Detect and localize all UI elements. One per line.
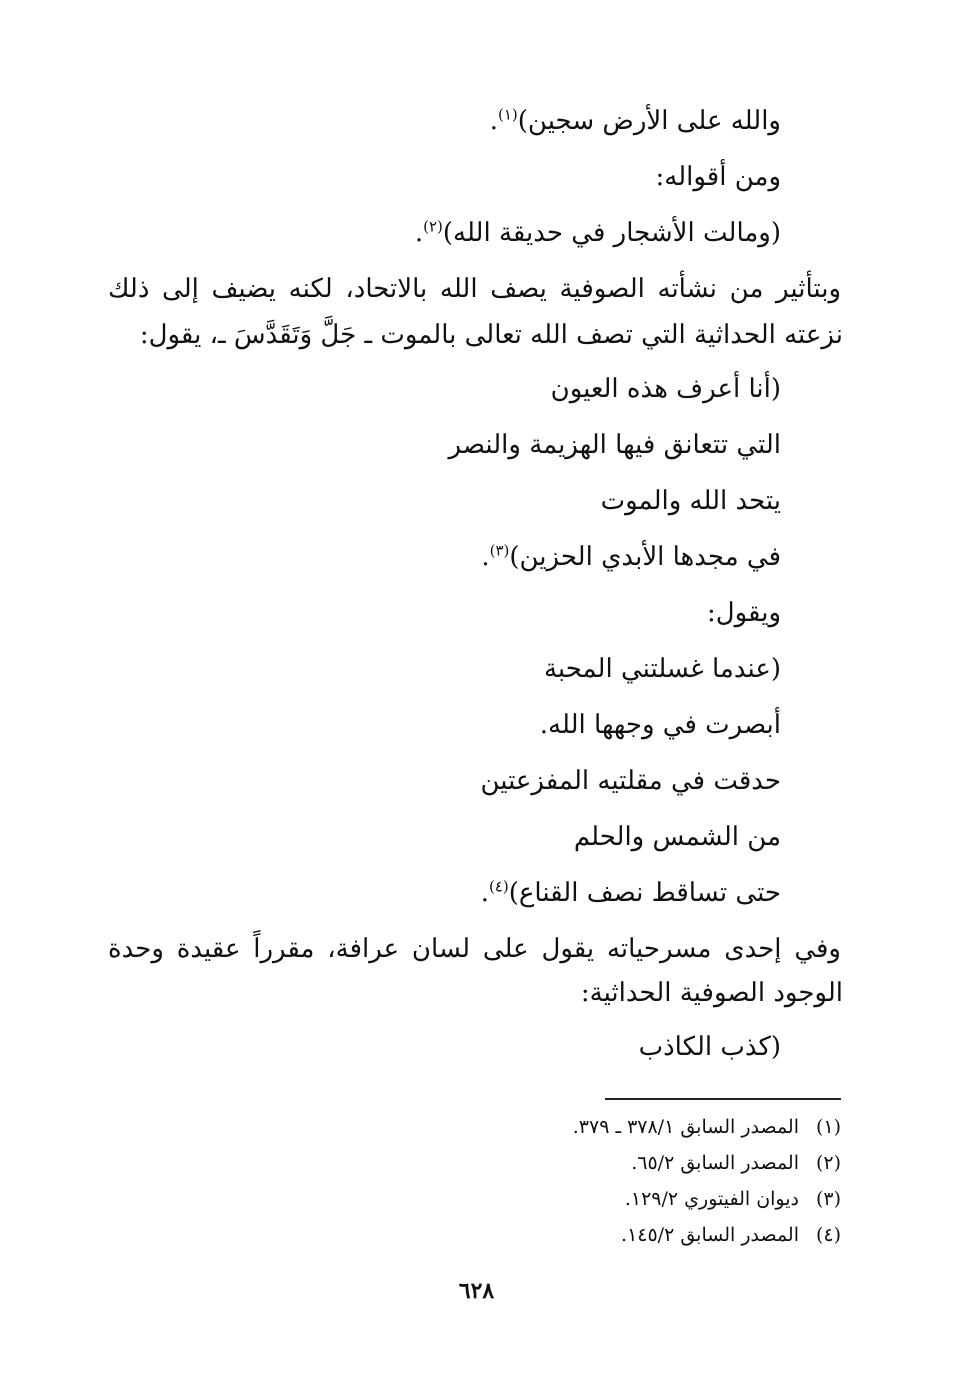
body-line-6-text: (أنا أعرف هذه العيون [550, 374, 781, 404]
body-line-9 [481, 540, 781, 574]
footnote-4 [621, 1222, 841, 1248]
body-line-5 [140, 318, 843, 352]
footnote-3 [625, 1186, 841, 1212]
body-line-1-text: والله على الأرض سجين) [517, 106, 781, 136]
footnote-ref-3[interactable]: (٣) [489, 541, 510, 560]
body-line-15 [481, 876, 781, 910]
body-line-7 [449, 428, 782, 462]
footnote-2-text: المصدر السابق ٦٥/٢. [631, 1152, 799, 1174]
body-line-18 [639, 1030, 781, 1064]
body-line-18-text: (كذب الكاذب [638, 1032, 781, 1062]
body-line-6 [551, 372, 781, 406]
footnote-ref-4[interactable]: (٤) [488, 877, 509, 896]
footnote-ref-1[interactable]: (١) [497, 105, 518, 124]
body-line-13 [480, 764, 781, 798]
body-line-12 [540, 708, 781, 742]
body-line-17-text: الوجود الصوفية الحداثية: [580, 978, 843, 1008]
page-number: ٦٢٨ [458, 1278, 495, 1304]
body-line-2 [656, 160, 781, 194]
body-line-8 [601, 484, 781, 518]
body-line-10 [707, 596, 781, 630]
footnote-1-number: (١) [815, 1116, 841, 1138]
footnote-4-number: (٤) [815, 1224, 841, 1246]
body-line-8-text: يتحد الله والموت [600, 486, 781, 516]
body-line-3-end: . [414, 218, 424, 248]
body-line-3-text: (ومالت الأشجار في حديقة الله) [442, 218, 781, 248]
body-line-11-text: (عندما غسلتني المحبة [543, 654, 781, 684]
body-line-4 [108, 272, 841, 306]
body-line-12-text: أبصرت في وجهها الله. [539, 710, 781, 740]
body-line-14 [574, 820, 781, 854]
body-line-11 [544, 652, 781, 686]
body-line-1 [490, 104, 781, 138]
body-line-1-end: . [489, 106, 498, 136]
footnote-1 [573, 1114, 841, 1140]
body-line-7-text: التي تتعانق فيها الهزيمة والنصر [448, 430, 781, 460]
footnote-ref-2[interactable]: (٢) [423, 217, 443, 236]
body-line-4-text: وبتأثير من نشأته الصوفية يصف الله بالاتحاد، لكنه يضيف إلى ذلك [108, 274, 841, 304]
body-line-3 [415, 216, 781, 250]
body-line-14-text: من الشمس والحلم [573, 822, 781, 852]
footnote-3-text: ديوان الفيتوري ١٢٩/٢. [624, 1188, 799, 1210]
footnote-3-number: (٣) [815, 1188, 841, 1210]
body-line-9-text: في مجدها الأبدي الحزين) [509, 542, 781, 572]
body-line-15-text: حتى تساقط نصف القناع) [508, 878, 781, 908]
body-line-16-text: وفي إحدى مسرحياته يقول على لسان عرافة، مقرراً عقيدة وحدة [108, 934, 841, 964]
body-line-13-text: حدقت في مقلتيه المفزعتين [480, 766, 781, 796]
body-line-15-end: . [480, 878, 489, 908]
body-line-2-text: ومن أقواله: [655, 162, 781, 192]
footnote-divider [605, 1098, 841, 1100]
footnote-2 [631, 1150, 841, 1176]
body-line-16 [108, 932, 841, 966]
body-line-10-text: ويقول: [706, 598, 781, 628]
footnote-2-number: (٢) [815, 1152, 841, 1174]
body-line-17 [581, 976, 843, 1010]
body-line-9-end: . [481, 542, 490, 572]
footnote-1-text: المصدر السابق ٣٧٨/١ ـ ٣٧٩. [572, 1116, 799, 1138]
footnote-4-text: المصدر السابق ١٤٥/٢. [621, 1224, 799, 1246]
body-line-5-text: نزعته الحداثية التي تصف الله تعالى بالموت ـ جَلَّ وَتَقَدَّسَ ـ، يقول: [139, 320, 843, 350]
